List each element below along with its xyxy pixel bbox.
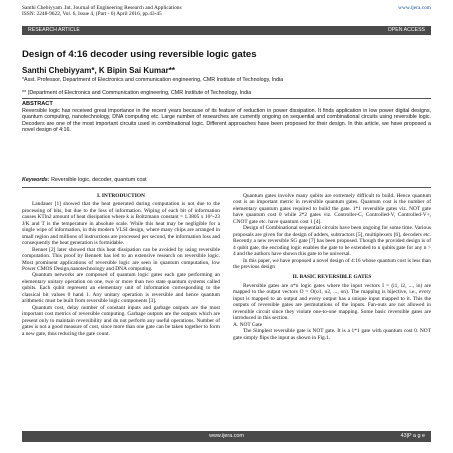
paragraph: Design of Combinational sequential circuits have been ongoing for some time. Various proposals are given for the design of adders, subtractors [5], multiplexers [6], decoders etc. Recently a new reversible SG gate [7] has been proposed. Though the provided design is of 4 qubit gate, the encoding logic enables the gate to be extended to n qubits gate for any n > 4 and the authors have shown this gate to be universal. bbox=[233, 225, 431, 258]
paper-authors: Santhi Chebiyyam*, K Bipin Sai Kumar** bbox=[22, 66, 175, 75]
citation-line-1: Santhi Chebiyyam .Int. Journal of Engineering Research and Applications bbox=[22, 5, 182, 11]
paragraph: Landauer [1] showed that the heat generated during computation is not due to the processing of bits, but due to the loss of information. Wiping of each bit of information causes KTln2 amount of heat dissipation where k is Boltzmann constant = 1.3805 x 10^-23 J/K and T is the temperature in absolute scale. While this heat may be negligible for a single wipe of information, in this modern VLSI design, where many chips are arranged in small region and millions of instructions are processed per second, the information loss and consequently the heat generation is formidable. bbox=[22, 201, 220, 247]
paragraph: Reversible gates are n*n logic gates where the input vectors I = (i1, i2, ..., in) are mapped to the output vectors O = O(o1, o2, ..., on). The mapping is bijective, i.e., every input is mapped to an output and every output has a unique input mapped to it. This the outputs of reversible gates are permutations of the inputs. Fan-outs are not allowed in reversible circuit since they violate one-to-one mapping. Some basic reversible gates are introduced in this section. bbox=[233, 282, 431, 322]
open-access-label: OPEN ACCESS bbox=[387, 27, 425, 33]
subsection-not-gate-heading: A. NOT Gate bbox=[233, 321, 263, 328]
journal-citation bbox=[22, 5, 182, 18]
paper-title: Design of 4:16 decoder using reversible logic gates bbox=[22, 49, 257, 60]
journal-website[interactable]: www.ijera.com bbox=[398, 5, 431, 11]
paragraph: Quantum cost, delay number of constant inputs and garbage outputs are the most important cost metrics of reversible computing. Garbage outputs are the outputs which are present only to maintain reversibility and do not perform any useful operations. Number of gates is not a good measure of cost, since more than one gate can be taken together to form a new gate, thus reducing the gate count. bbox=[22, 304, 220, 337]
right-column bbox=[233, 193, 431, 341]
affiliation-2: ** (Department of Electronics and Communication engineering, CMR Institute of Technology, India bbox=[22, 90, 252, 96]
abstract-box bbox=[22, 98, 431, 188]
left-column bbox=[22, 193, 220, 337]
paragraph: Quantum networks are composed of quantum logic gates each gate performing an elementary unitary operation on one, two or more than two state quantum systems called qubits. Each qubit represent an elementary unit of information corresponding to the classical bit values 0 hand 1. Any unitary operation is reversible and hence quantum arithmetic must be built from reversible logic components [3]. bbox=[22, 272, 220, 305]
page-number: 43|P a g e bbox=[400, 433, 425, 439]
article-type-band bbox=[22, 26, 431, 35]
section-introduction-heading: I. INTRODUCTION bbox=[97, 193, 145, 199]
keywords-label: Keywords: bbox=[22, 177, 50, 183]
citation-line-2: ISSN: 2248-9622, Vol. 6, Issue 4, (Part - 6) April 2016, pp.43-45 bbox=[22, 11, 162, 18]
keywords-text: Reversible logic, decoder, quantum cost bbox=[51, 177, 147, 183]
page-footer bbox=[22, 431, 431, 442]
research-article-label: RESEARCH ARTICLE bbox=[28, 27, 80, 33]
section-reversible-gates-heading: II. BASIC REVERSIBLE GATES bbox=[292, 274, 372, 281]
paragraph: Bennet [2] later showed that this heat dissipation can be avoided by using reversible computation. This proof by Bennett has led to an extensive research on reversible logic. Most prominent applications of reversible logic are seen in quantum computation, low Power CMOS Design,nanotechnology and DNA computing. bbox=[22, 246, 220, 272]
abstract-heading: ABSTRACT bbox=[22, 101, 53, 107]
abstract-text: Reversible logic has received great importance in the recent years because of its feature of reduction in power dissipation. It finds application in low power digital designs, quantum computing, nanotechnology, DNA computing etc. Large number of researches are currently ongoing on sequential and combinational circuits using reversible logic. Decoders are one of the most important circuits used in combinational logic. Different approaches have been proposed for their design. In this article, we have proposed a novel design of 4:16. bbox=[22, 108, 431, 133]
footer-website[interactable]: www.ijera.com bbox=[209, 433, 244, 439]
keywords bbox=[22, 177, 147, 183]
paragraph: Quantum gates involve many qubits are extremely difficult to build. Hence quantum cost is an important metric in reversible quantum gates. Quantum cost is the number of elementary quantum gates required to build the gate. 1*1 reversible gates viz. NOT gate have quantum cost 0 while 2*2 gates viz. Controller-C, Controlled-V, Controlled-V+, CNOT gate etc. have quantum cost 1 [4]. bbox=[233, 193, 431, 225]
paragraph: In this paper, we have proposed a novel design of 4:16 whose quantum cost is less than the previous design bbox=[233, 257, 431, 270]
affiliation-1: *Asst. Professor, Department of Electronics and communication engineering, CMR Institute of Technology, India bbox=[22, 77, 284, 83]
paragraph: The Simplest reversible gate is NOT gate. It is a 1*1 gate with quantum cost 0. NOT gate simply flips the input as shown in Fig.1. bbox=[233, 328, 431, 341]
